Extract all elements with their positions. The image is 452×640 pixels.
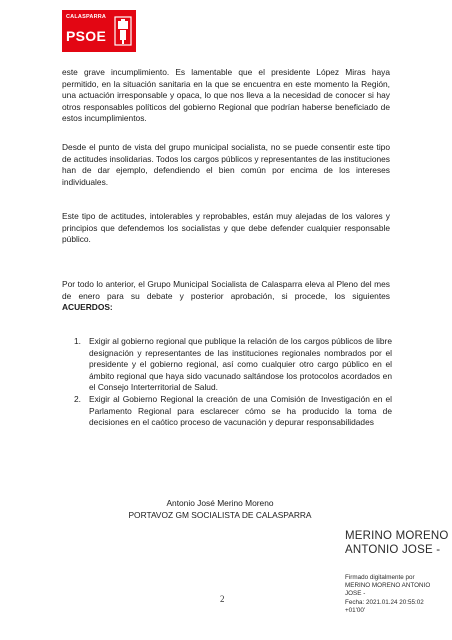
signatory-name: Antonio José Merino Moreno <box>166 498 274 508</box>
digital-signature-name <box>345 529 449 557</box>
logo-party: PSOE <box>66 28 107 44</box>
signatory-role: PORTAVOZ GM SOCIALISTA DE CALASPARRA <box>128 510 312 520</box>
agreements-list <box>62 336 392 429</box>
rose-fist-icon <box>114 16 132 46</box>
paragraph-3: Este tipo de actitudes, intolerables y reprobables, están muy alejadas de los valores y principios que defendemos los socialistas y que debe defender cualquier responsable público. <box>62 211 390 245</box>
digital-signature-details <box>345 574 430 615</box>
list-item <box>62 394 392 429</box>
list-item <box>62 336 392 394</box>
list-item-text: Exigir al gobierno regional que publique la relación de los cargos públicos de libre designación y representantes de las instituciones regionales nombrados por el presidente y el gobierno regional, así como cualquier otro cargo público en el ámbito regional que haya sido vacunado saltándose los protocolos acordados en el Consejo Interterritorial de Salud. <box>89 336 392 393</box>
page-number: 2 <box>220 594 225 604</box>
list-item-text: Exigir al Gobierno Regional la creación de una Comisión de Investigación en el Parlamento Regional para esclarecer cómo se ha producido la toma de decisiones en el caótico proceso de vacunación y depurar responsabilidades <box>89 393 392 428</box>
list-item-number: 2. <box>74 393 81 404</box>
paragraph-1: este grave incumplimiento. Es lamentable que el presidente López Miras haya permitido, en la situación sanitaria en la que se encuentra en este momento la Región, una actuación irresponsable y opaca, lo que nos lleva a la necesidad de conocer si hay otros responsables políticos del gobierno Regional que podrían haberse beneficiado de estos incumplimientos. <box>62 67 390 124</box>
list-item-number: 1. <box>74 336 81 346</box>
psoe-logo <box>62 10 136 52</box>
digital-signature-name-line2: ANTONIO JOSE - <box>345 544 441 556</box>
logo-town: CALASPARRA <box>66 14 107 20</box>
digital-signature-detail: JOSE - <box>345 590 366 598</box>
agreements-heading: ACUERDOS: <box>62 302 113 313</box>
digital-signature-detail: Fecha: 2021.01.24 20:55:02 <box>345 598 424 606</box>
digital-signature-name-line1: MERINO MORENO <box>345 530 449 542</box>
paragraph-4 <box>62 279 390 314</box>
paragraph-2: Desde el punto de vista del grupo municipal socialista, no se puede consentir este tipo de actitudes insolidarias. Todos los cargos públicos y representantes de las instituciones han de dar ejemplo, defendiendo el bien común por encima de los intereses individuales. <box>62 142 390 187</box>
paragraph-4-text: Por todo lo anterior, el Grupo Municipal Socialista de Calasparra eleva al Pleno del mes de enero para su debate y posterior aprobación, si procede, los siguientes <box>62 279 390 301</box>
digital-signature-detail: MERINO MORENO ANTONIO <box>345 582 431 590</box>
digital-signature-detail: Firmado digitalmente por <box>345 574 415 581</box>
digital-signature-detail: +01'00' <box>345 606 366 614</box>
